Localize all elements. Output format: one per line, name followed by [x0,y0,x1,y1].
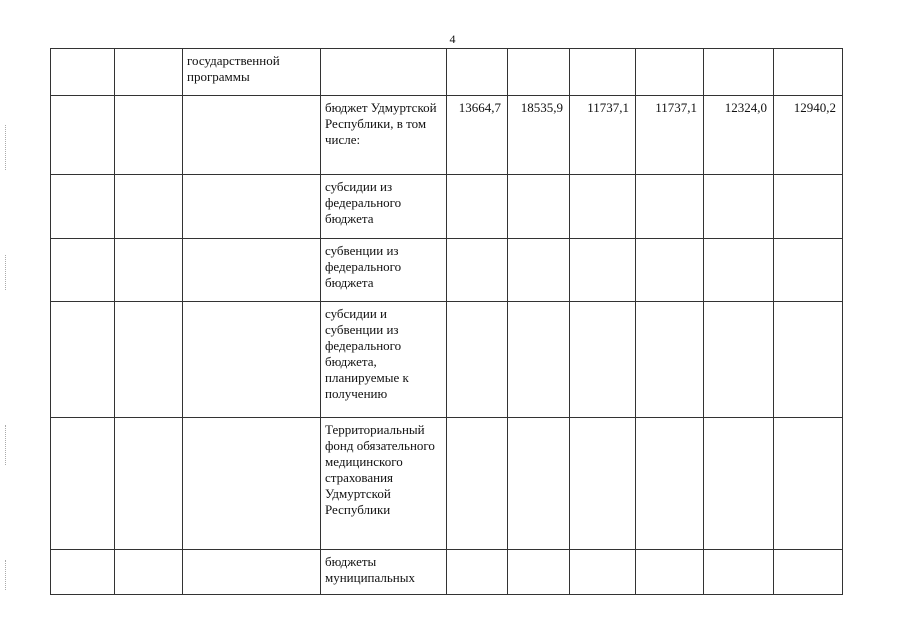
funding-source-cell: бюджеты муниципальных [321,550,447,595]
value-cell [447,550,508,595]
value-cell [774,239,843,302]
budget-table [50,48,843,595]
table-cell [51,239,115,302]
value-cell [570,175,636,239]
scan-edge-mark [5,560,7,590]
value-cell [636,550,704,595]
value-cell [570,550,636,595]
value-cell [570,302,636,418]
value-cell: 13664,7 [447,96,508,175]
value-cell [508,239,570,302]
page-number: 4 [449,32,456,46]
value-cell [774,49,843,96]
funding-source-cell: субсидии и субвенции из федерального бюджета, планируемые к получению [321,302,447,418]
program-name-cell: государственной программы [183,49,321,96]
value-cell: 12940,2 [774,96,843,175]
value-cell: 18535,9 [508,96,570,175]
value-cell [508,302,570,418]
value-cell [774,302,843,418]
funding-source-cell: бюджет Удмуртской Республики, в том числе: [321,96,447,175]
table-cell [51,418,115,550]
value-cell [508,550,570,595]
value-cell [570,49,636,96]
value-cell [704,550,774,595]
table-row [51,302,843,418]
table-cell [115,96,183,175]
table-cell [115,175,183,239]
table-cell [51,302,115,418]
value-cell [774,175,843,239]
value-cell [570,239,636,302]
value-cell [636,418,704,550]
table-row [51,49,843,96]
table-row [51,239,843,302]
value-cell [447,175,508,239]
value-cell [508,418,570,550]
scan-edge-mark [5,125,7,170]
value-cell [570,418,636,550]
value-cell [508,49,570,96]
value-cell [447,302,508,418]
table-cell [115,302,183,418]
table-cell [115,550,183,595]
value-cell [704,239,774,302]
scan-edge-mark [5,255,7,290]
funding-source-cell [321,49,447,96]
value-cell [704,49,774,96]
table-cell [183,96,321,175]
value-cell [508,175,570,239]
value-cell [704,418,774,550]
funding-source-cell: Территориальный фонд обязательного медицинского страхования Удмуртской Республики [321,418,447,550]
table-cell [183,175,321,239]
table-row [51,418,843,550]
table-cell [183,550,321,595]
table-cell [115,239,183,302]
value-cell [636,239,704,302]
table-cell [183,418,321,550]
value-cell [447,418,508,550]
value-cell [447,239,508,302]
table-cell [115,49,183,96]
table-cell [51,550,115,595]
table-row [51,96,843,175]
value-cell: 11737,1 [636,96,704,175]
table-cell [51,175,115,239]
scan-edge-mark [5,425,7,465]
table-cell [183,239,321,302]
value-cell [774,418,843,550]
value-cell [704,175,774,239]
value-cell: 11737,1 [570,96,636,175]
value-cell: 12324,0 [704,96,774,175]
value-cell [636,175,704,239]
value-cell [636,302,704,418]
value-cell [774,550,843,595]
table-cell [183,302,321,418]
funding-source-cell: субсидии из федерального бюджета [321,175,447,239]
table-cell [115,418,183,550]
value-cell [447,49,508,96]
table-row [51,175,843,239]
table-cell [51,96,115,175]
funding-source-cell: субвенции из федерального бюджета [321,239,447,302]
value-cell [636,49,704,96]
value-cell [704,302,774,418]
table-row [51,550,843,595]
table-cell [51,49,115,96]
